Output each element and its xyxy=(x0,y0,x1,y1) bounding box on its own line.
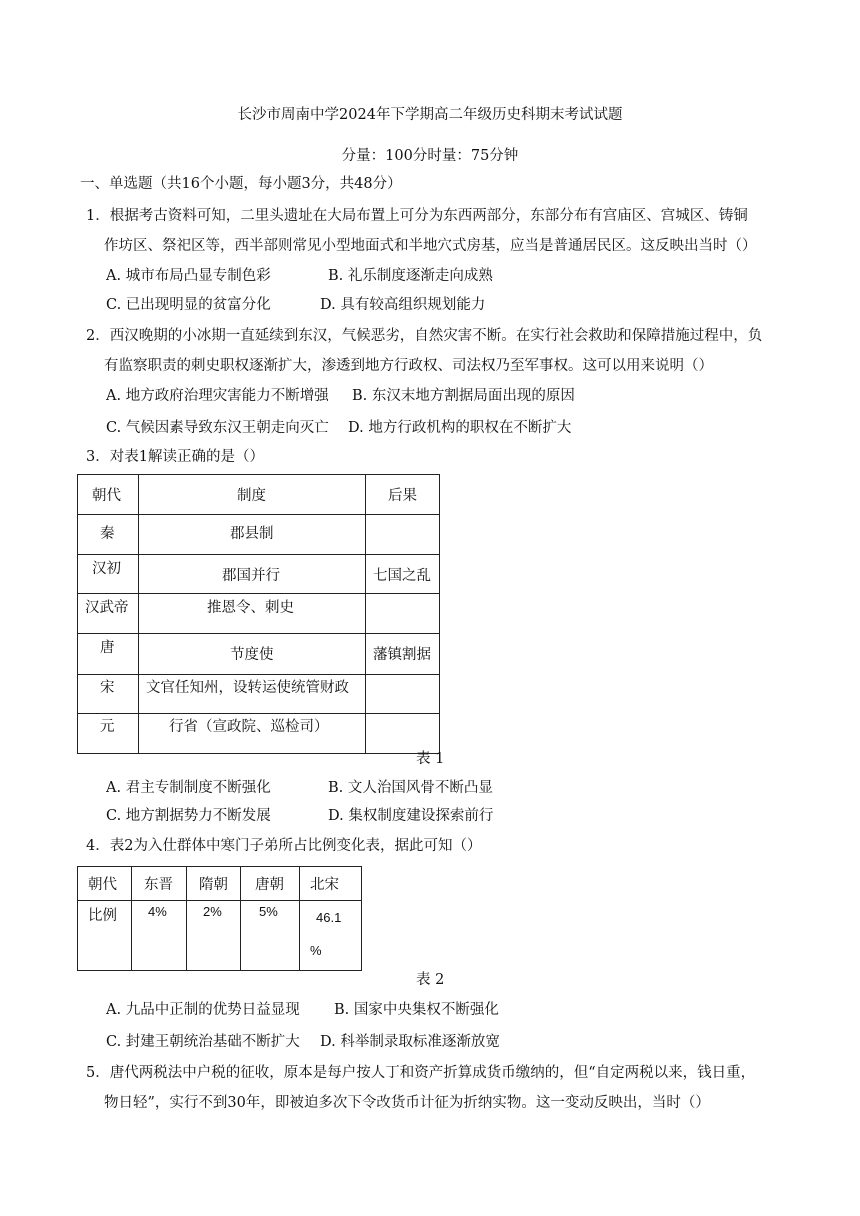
q1-option-a[interactable]: A. 城市布局凸显专制色彩 xyxy=(106,268,271,284)
q2-option-b[interactable]: B. 东汉末地方割据局面出现的原因 xyxy=(352,388,575,404)
q2-option-c[interactable]: C. 气候因素导致东汉王朝走向灭亡 xyxy=(106,420,329,436)
table-cell: 唐 xyxy=(100,640,115,656)
table-row xyxy=(78,901,362,971)
table-row xyxy=(78,555,440,594)
q4-option-d[interactable]: D. 科举制录取标准逐渐放宽 xyxy=(320,1034,500,1050)
table-row xyxy=(78,714,440,754)
table-cell: 元 xyxy=(100,719,115,735)
q2-option-a[interactable]: A. 地方政府治理灾害能力不断增强 xyxy=(106,388,329,404)
q3-option-a[interactable]: A. 君主专制制度不断强化 xyxy=(106,780,271,796)
table-header-eastern-jin: 东晋 xyxy=(144,877,173,893)
q2-stem-line-2: 有监察职责的刺史职权逐渐扩大，渗透到地方行政权、司法权乃至军事权。这可以用来说明（） xyxy=(104,358,713,374)
q4-option-c[interactable]: C. 封建王朝统治基础不断扩大 xyxy=(106,1034,300,1050)
q3-option-c[interactable]: C. 地方割据势力不断发展 xyxy=(106,808,271,824)
table-header-dynasty: 朝代 xyxy=(88,877,117,893)
table-row xyxy=(78,867,362,901)
table-row xyxy=(78,475,440,515)
q1-option-d[interactable]: D. 具有较高组织规划能力 xyxy=(320,297,486,313)
q1-stem-line-2: 作坊区、祭祀区等，西半部则常见小型地面式和半地穴式房基，应当是普通居民区。这反映出当时（） xyxy=(104,238,757,254)
table-cell: 46.1 xyxy=(316,910,342,925)
table-cell: 节度使 xyxy=(230,647,274,663)
table-cell: 比例 xyxy=(88,908,117,924)
table-header-tang: 唐朝 xyxy=(255,877,284,893)
q4-option-a[interactable]: A. 九品中正制的优势日益显现 xyxy=(106,1002,300,1018)
section-heading: 一、单选题（共16个小题，每小题3分，共48分） xyxy=(80,176,402,192)
table-cell: 5% xyxy=(259,904,278,919)
q2-option-d[interactable]: D. 地方行政机构的职权在不断扩大 xyxy=(348,420,572,436)
q3-stem: 3．对表1解读正确的是（） xyxy=(86,449,264,465)
table-row xyxy=(78,634,440,675)
q4-stem: 4．表2为入仕群体中寒门子弟所占比例变化表，据此可知（） xyxy=(86,838,482,854)
q1-option-b[interactable]: B. 礼乐制度逐渐走向成熟 xyxy=(328,268,493,284)
table-cell: 郡县制 xyxy=(230,526,274,542)
q5-stem-line-2: 物日轻”，实行不到30年，即被迫多次下令改货币计征为折纳实物。这一变动反映出，当时（） xyxy=(104,1095,710,1111)
table-cell: 藩镇割据 xyxy=(373,647,431,663)
table-cell: 汉武帝 xyxy=(85,600,129,616)
q1-option-c[interactable]: C. 已出现明显的贫富分化 xyxy=(106,297,271,313)
exam-title: 长沙市周南中学2024年下学期高二年级历史科期末考试试题 xyxy=(237,107,623,123)
q1-stem-line-1: 1．根据考古资料可知，二里头遗址在大局布置上可分为东西两部分，东部分布有宫庙区、宫城区、铸铜 xyxy=(86,208,748,224)
table-2 xyxy=(77,866,362,971)
q2-stem-line-1: 2．西汉晚期的小冰期一直延续到东汉，气候恶劣，自然灾害不断。在实行社会救助和保障措施过程中，负 xyxy=(86,328,763,344)
table-cell: 推恩令、刺史 xyxy=(207,600,294,616)
table-2-caption: 表 2 xyxy=(416,972,445,988)
table-row xyxy=(78,515,440,555)
table-cell: 行省（宣政院、巡检司） xyxy=(169,719,329,735)
table-1 xyxy=(77,474,440,754)
q3-option-d[interactable]: D. 集权制度建设探索前行 xyxy=(328,808,494,824)
table-cell: 4% xyxy=(148,904,167,919)
table-header-system: 制度 xyxy=(237,488,266,504)
table-header-northern-song: 北宋 xyxy=(310,877,339,893)
table-cell: 七国之乱 xyxy=(373,568,431,584)
table-1-caption: 表 1 xyxy=(416,751,445,767)
table-cell: 秦 xyxy=(100,526,115,542)
table-header-consequence: 后果 xyxy=(388,488,417,504)
table-cell: 宋 xyxy=(100,680,115,696)
table-cell: 汉初 xyxy=(92,561,121,577)
table-cell: 郡国并行 xyxy=(222,568,280,584)
table-cell: 文官任知州，设转运使统管财政 xyxy=(146,680,349,696)
table-cell: % xyxy=(310,943,322,958)
q4-option-b[interactable]: B. 国家中央集权不断强化 xyxy=(334,1002,499,1018)
exam-subtitle: 分量：100分时量：75分钟 xyxy=(341,148,519,164)
table-row xyxy=(78,594,440,634)
table-row xyxy=(78,675,440,714)
q3-option-b[interactable]: B. 文人治国风骨不断凸显 xyxy=(328,780,493,796)
q5-stem-line-1: 5．唐代两税法中户税的征收，原本是每户按人丁和资产折算成货币缴纳的，但“自定两税以来，钱日重， xyxy=(86,1065,756,1081)
table-cell: 2% xyxy=(203,904,222,919)
table-header-dynasty: 朝代 xyxy=(92,488,121,504)
table-header-sui: 隋朝 xyxy=(199,877,228,893)
